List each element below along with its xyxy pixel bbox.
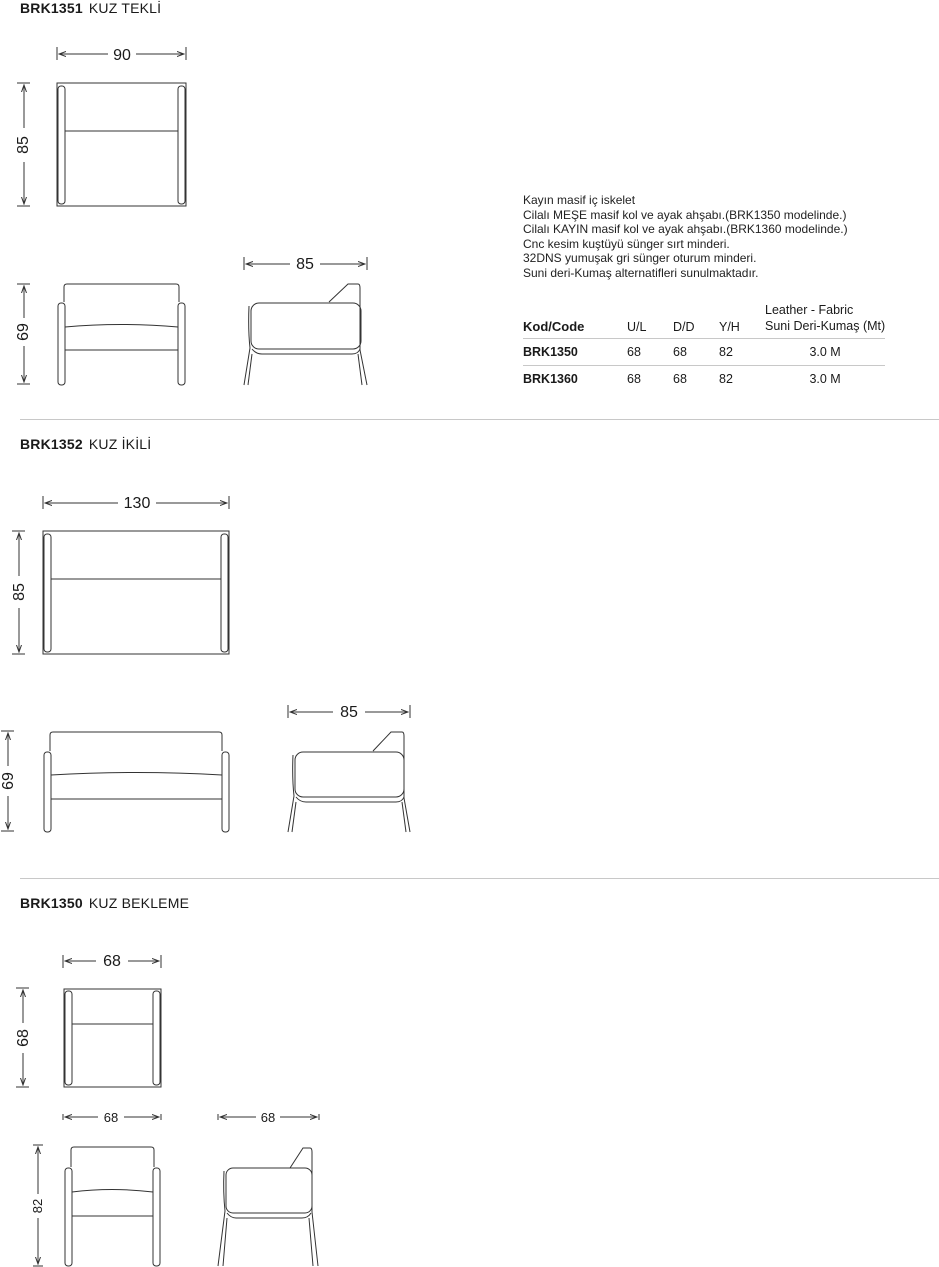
header-material — [765, 298, 885, 339]
section-code: BRK1352 — [20, 436, 83, 452]
table-row — [523, 366, 885, 393]
cell-dd: 68 — [673, 366, 719, 393]
dimension-label: 68 — [260, 1110, 276, 1125]
dimension-label: 68 — [103, 953, 121, 970]
product-description — [523, 193, 848, 280]
dimension-label: 85 — [340, 704, 358, 721]
cell-ul: 68 — [627, 339, 673, 366]
cell-material: 3.0 M — [765, 366, 885, 393]
section-code: BRK1350 — [20, 895, 83, 911]
dimension-label: 82 — [30, 1198, 45, 1214]
dimension-label: 68 — [15, 1029, 32, 1047]
header-yh: Y/H — [719, 320, 740, 334]
section-name: KUZ İKİLİ — [88, 436, 152, 452]
dimension-label: 68 — [103, 1110, 119, 1125]
front-view-drawing — [44, 732, 229, 832]
front-view-drawing — [58, 284, 185, 385]
section-name: KUZ TEKLİ — [88, 0, 162, 16]
header-ul: U/L — [627, 320, 647, 334]
cell-code: BRK1360 — [523, 366, 627, 393]
description-line: Cilalı MEŞE masif kol ve ayak ahşabı.(BRK1350 modelinde.) — [523, 207, 847, 222]
header-dd: D/D — [673, 320, 695, 334]
spec-table — [523, 298, 885, 392]
header-material-line1: Leather - Fabric — [765, 303, 854, 317]
dimension-label: 69 — [15, 323, 32, 341]
table-row — [523, 339, 885, 366]
plan-view-drawing — [64, 989, 161, 1087]
dimension-label: 69 — [0, 772, 17, 790]
plan-view-drawing — [43, 531, 229, 654]
section-code: BRK1351 — [20, 0, 83, 16]
dimension-label: 85 — [296, 256, 314, 273]
front-view-drawing — [65, 1147, 160, 1266]
section-name: KUZ BEKLEME — [88, 895, 190, 911]
side-view-drawing — [218, 1148, 318, 1266]
cell-yh: 82 — [719, 366, 765, 393]
side-view-drawing — [244, 284, 367, 385]
cell-dd: 68 — [673, 339, 719, 366]
cell-code: BRK1350 — [523, 339, 627, 366]
description-line: 32DNS yumuşak gri sünger oturum minderi. — [523, 251, 757, 265]
plan-view-drawing — [57, 83, 186, 206]
header-code: Kod/Code — [523, 319, 585, 334]
cell-material: 3.0 M — [765, 339, 885, 366]
dimension-label: 85 — [11, 583, 28, 601]
dimension-label: 85 — [15, 136, 32, 154]
side-view-drawing — [288, 732, 410, 832]
description-line: Cilalı KAYIN masif kol ve ayak ahşabı.(BRK1360 modelinde.) — [523, 222, 848, 236]
header-material-line2: Suni Deri-Kumaş (Mt) — [765, 319, 886, 333]
dimension-label: 90 — [113, 47, 131, 64]
description-line: Suni deri-Kumaş alternatifleri sunulmaktadır. — [523, 265, 759, 280]
description-line: Cnc kesim kuştüyü sünger sırt minderi. — [523, 236, 730, 251]
dimension-label: 130 — [123, 495, 151, 512]
cell-yh: 82 — [719, 339, 765, 366]
description-line: Kayın masif iç iskelet — [523, 193, 636, 207]
cell-ul: 68 — [627, 366, 673, 393]
spec-table-header — [523, 298, 885, 339]
